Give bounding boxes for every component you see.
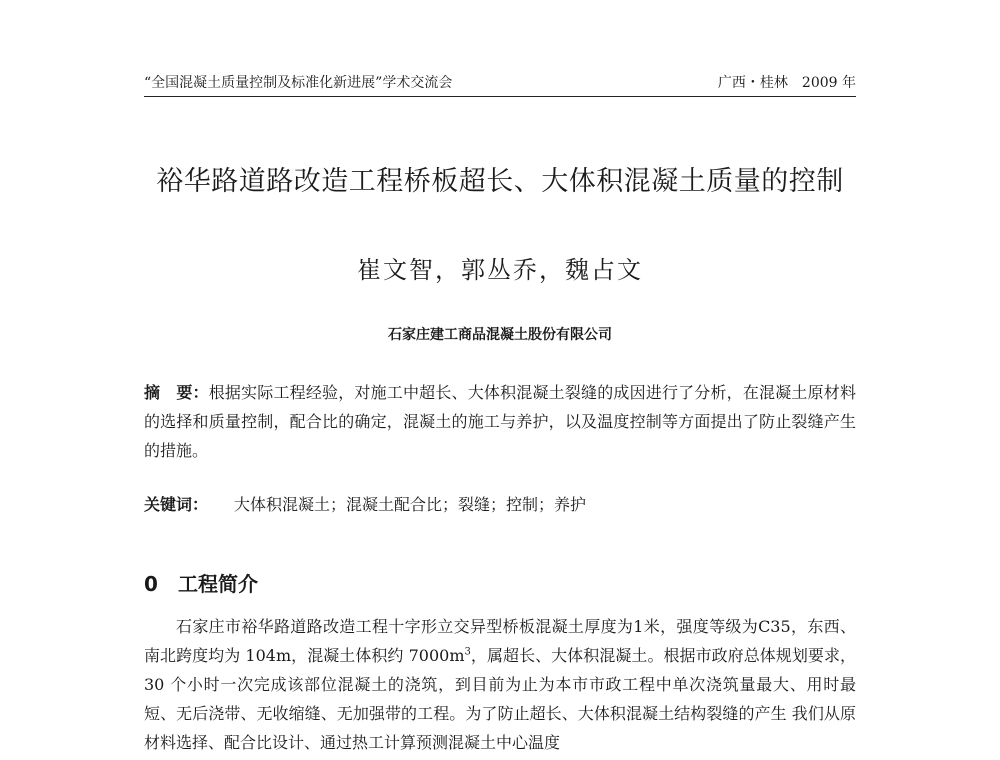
author-affiliation: 石家庄建工商品混凝土股份有限公司 (388, 327, 612, 343)
paragraph-text-2: ，属超长、大体积混凝土。根据市政府总体规划要求，30 个小时一次完成该部位混凝土的浇筑，到目前为止为本市市政工程中单次浇筑量最大、用时最短、无后浇带、无收缩缝、无加强带的工程。为了防止超长、大体积混凝土结构裂缝的产生 我们从原材料选择、配合比设计、通过热工计算预测混凝土中心温度 (144, 646, 856, 752)
superscript-3: 3 (464, 646, 471, 658)
paper-title: 裕华路道路改造工程桥板超长、大体积混凝土质量的控制 (156, 166, 844, 197)
abstract-label: 摘 要： (144, 383, 209, 402)
section-number: 0 (144, 572, 158, 596)
section-paragraph (144, 612, 856, 757)
running-header (144, 74, 856, 97)
location-year: 广西・桂林 2009 年 (717, 75, 856, 91)
keywords-text: 大体积混凝土；混凝土配合比；裂缝；控制；养护 (234, 495, 587, 514)
abstract-text: 根据实际工程经验，对施工中超长、大体积混凝土裂缝的成因进行了分析，在混凝土原材料的选择和质量控制，配合比的确定，混凝土的施工与养护，以及温度控制等方面提出了防止裂缝产生的措施。 (144, 383, 856, 460)
keywords (144, 494, 856, 516)
paragraph-text-1: 石家庄市裕华路道路改造工程十字形立交异型桥板混凝土厚度为1米，强度等级为C35，东西、南北跨度均为 104m，混凝土体积约 7000m (144, 617, 856, 665)
paper-authors: 崔文智，郭丛乔，魏占文 (357, 256, 643, 284)
section-title: 工程简介 (178, 572, 258, 596)
abstract (144, 378, 856, 465)
section-heading (144, 571, 258, 597)
keywords-label: 关键词： (144, 495, 209, 514)
conference-name: “全国混凝土质量控制及标准化新进展”学术交流会 (144, 75, 453, 91)
